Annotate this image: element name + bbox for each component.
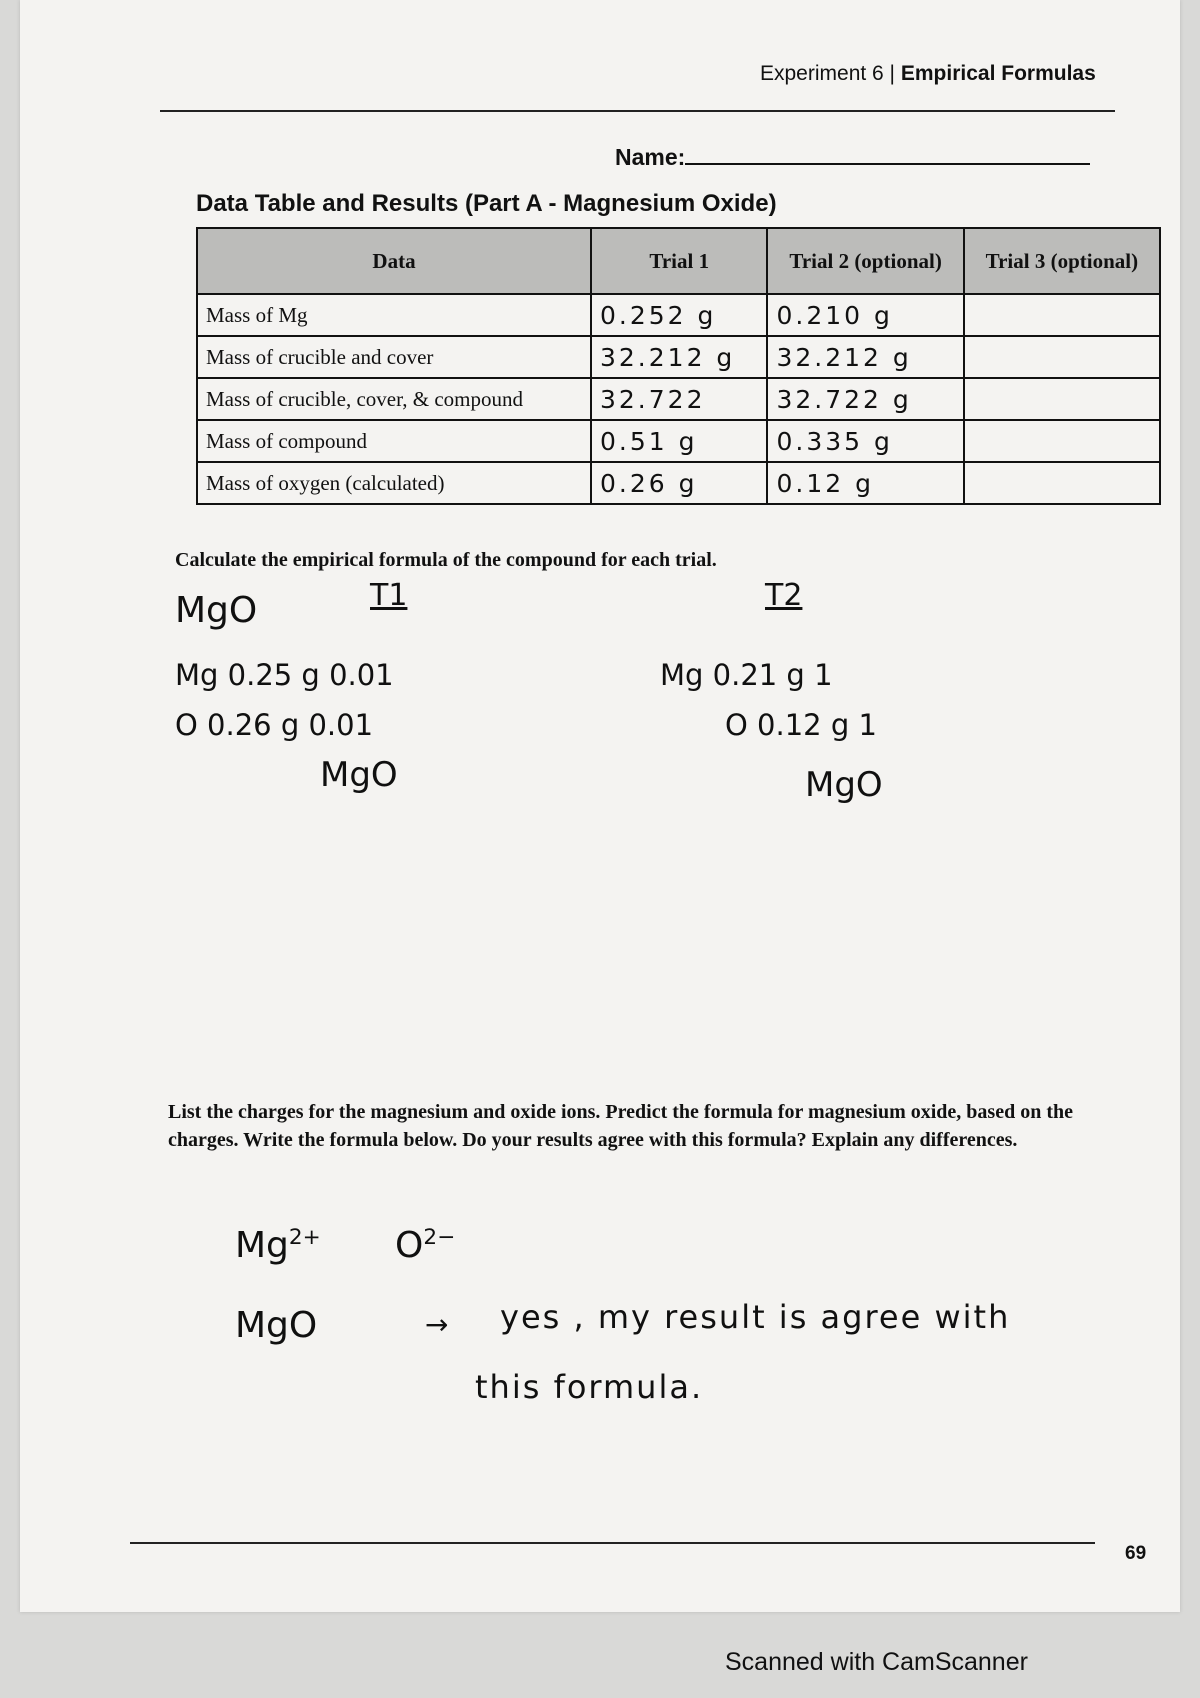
- trial1-value: 32.212 g: [591, 336, 767, 378]
- page-number: 69: [1125, 1543, 1147, 1564]
- trial1-value: 0.51 g: [591, 420, 767, 462]
- page-header: [760, 62, 1096, 86]
- trial3-value: [964, 420, 1160, 462]
- trial2-value: 0.210 g: [767, 294, 963, 336]
- table-row: [197, 462, 1160, 504]
- trial2-value: 32.722 g: [767, 378, 963, 420]
- trial3-value: [964, 462, 1160, 504]
- trial1-result: MgO: [320, 755, 398, 795]
- col-header-trial1: Trial 1: [591, 228, 767, 294]
- predicted-formula: MgO: [235, 1305, 318, 1346]
- col-header-trial2: Trial 2 (optional): [767, 228, 963, 294]
- prompt-charges: List the charges for the magnesium and oxide ions. Predict the formula for magnesium oxide, based on the charges. Write the formula below. Do your results agree with this formula? Explain any differences.: [168, 1101, 1073, 1151]
- work-title: MgO: [175, 590, 258, 631]
- header-experiment: Experiment 6 |: [760, 62, 896, 85]
- row-label: Mass of Mg: [197, 294, 591, 336]
- answer-line-1: yes , my result is agree with: [500, 1298, 1011, 1336]
- row-label: Mass of crucible, cover, & compound: [197, 378, 591, 420]
- o-ion: [395, 1225, 455, 1266]
- trial2-value: 0.335 g: [767, 420, 963, 462]
- table-row: [197, 294, 1160, 336]
- table-row: [197, 378, 1160, 420]
- row-label: Mass of oxygen (calculated): [197, 462, 591, 504]
- trial1-o-line: O 0.26 g 0.01: [175, 708, 374, 742]
- trial2-value: 0.12 g: [767, 462, 963, 504]
- footer-rule: [130, 1542, 1095, 1544]
- trial2-result: MgO: [805, 765, 883, 805]
- trial2-value: 32.212 g: [767, 336, 963, 378]
- trial2-work-label: T2: [765, 578, 803, 613]
- o-ion-symbol: O: [395, 1225, 424, 1266]
- trial3-value: [964, 378, 1160, 420]
- trial1-mg-line: Mg 0.25 g 0.01: [175, 658, 394, 692]
- arrow-symbol: →: [425, 1308, 449, 1341]
- table-header-row: [197, 228, 1160, 294]
- trial2-mg-line: Mg 0.21 g 1: [660, 658, 833, 692]
- mg-ion-charge: 2+: [288, 1225, 321, 1250]
- table-row: [197, 420, 1160, 462]
- row-label: Mass of compound: [197, 420, 591, 462]
- mg-ion-symbol: Mg: [235, 1225, 289, 1266]
- scanned-page: [20, 0, 1180, 1612]
- o-ion-charge: 2−: [423, 1225, 456, 1250]
- trial3-value: [964, 294, 1160, 336]
- name-blank-line: [685, 143, 1090, 165]
- trial1-value: 32.722: [591, 378, 767, 420]
- name-label: Name:: [615, 144, 686, 170]
- mg-ion: [235, 1225, 321, 1266]
- trial1-value: 0.252 g: [591, 294, 767, 336]
- bleed-through-text: [175, 148, 180, 170]
- trial1-value: 0.26 g: [591, 462, 767, 504]
- trial3-value: [964, 336, 1160, 378]
- row-label: Mass of crucible and cover: [197, 336, 591, 378]
- col-header-data: Data: [197, 228, 591, 294]
- trial1-work-label: T1: [370, 578, 408, 613]
- header-rule: [160, 110, 1115, 112]
- prompt-calculate: Calculate the empirical formula of the compound for each trial.: [175, 549, 717, 571]
- data-table: [196, 227, 1161, 505]
- col-header-trial3: Trial 3 (optional): [964, 228, 1160, 294]
- scanner-watermark: Scanned with CamScanner: [725, 1648, 1028, 1676]
- answer-line-2: this formula.: [475, 1368, 704, 1406]
- table-row: [197, 336, 1160, 378]
- trial2-o-line: O 0.12 g 1: [725, 708, 877, 742]
- name-field: [615, 143, 1090, 171]
- section-title: Data Table and Results (Part A - Magnesium Oxide): [196, 190, 777, 217]
- header-title: Empirical Formulas: [900, 62, 1096, 85]
